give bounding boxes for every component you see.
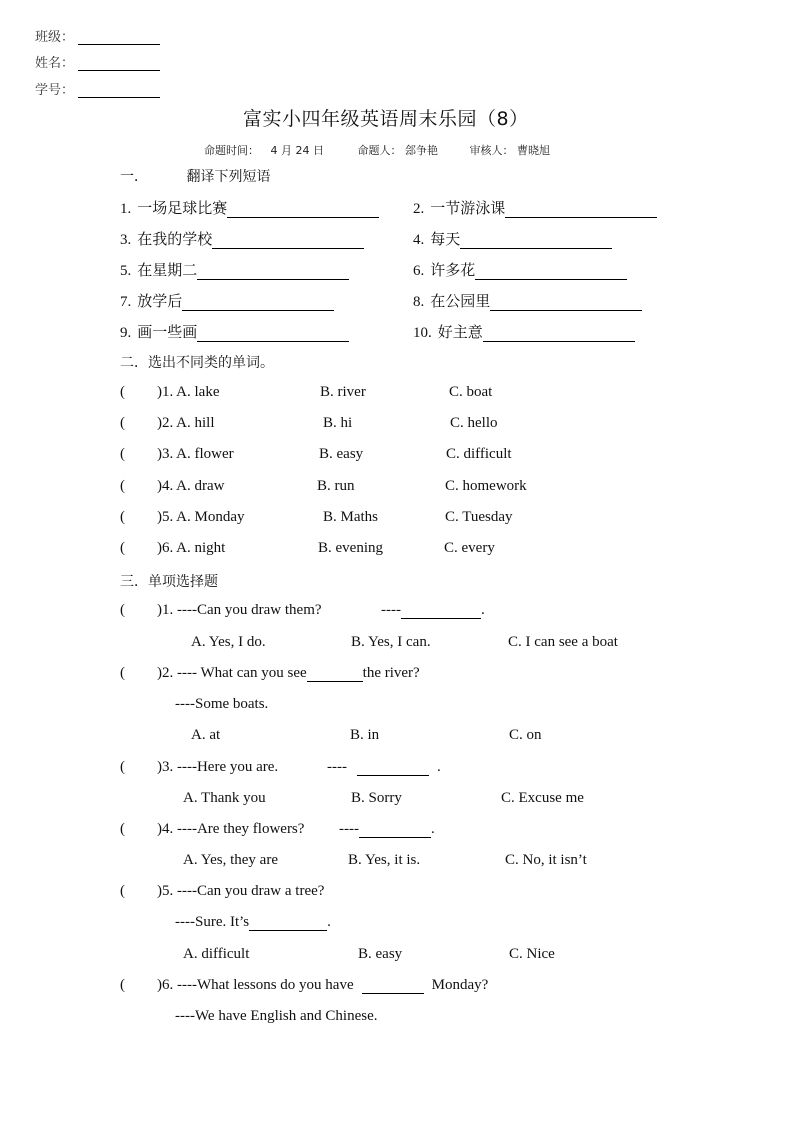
name-field[interactable] — [35, 52, 160, 71]
translate-item — [120, 259, 349, 280]
section1-heading — [120, 166, 270, 186]
item-number: 2. — [413, 201, 425, 217]
item-number: 6. — [413, 263, 425, 279]
section1-title: 翻译下列短语 — [186, 169, 271, 185]
option-b: B. easy — [358, 946, 403, 962]
answer-paren[interactable]: ( — [120, 759, 125, 775]
mc-reply-4 — [339, 821, 435, 838]
item-number: 10. — [413, 325, 432, 341]
translate-item — [120, 321, 349, 342]
section3-heading: 三．单项选择题 — [120, 574, 218, 590]
option-c: C. every — [444, 540, 495, 556]
answer-paren[interactable]: ( — [120, 977, 125, 993]
question-option-a: )5. A. Monday — [157, 509, 245, 525]
item-text: 在公园里 — [430, 292, 491, 310]
translate-item — [413, 321, 635, 342]
item-text: 一节游泳课 — [430, 199, 506, 217]
answer-blank[interactable] — [212, 234, 364, 249]
option-c: C. boat — [449, 384, 493, 400]
answer-blank[interactable] — [505, 203, 657, 218]
question-option-a: )3. A. flower — [157, 446, 234, 462]
student-id-label: 学号： — [35, 83, 75, 98]
option-c: C. on — [509, 727, 542, 743]
option-c: C. difficult — [446, 446, 512, 462]
item-number: 7. — [120, 294, 132, 310]
question-option-a: )2. A. hill — [157, 415, 215, 431]
mc-question-4: )4. ----Are they flowers? — [157, 821, 305, 837]
option-b: B. easy — [319, 446, 364, 462]
option-a: A. at — [191, 727, 221, 743]
student-id-input-line[interactable] — [78, 85, 160, 98]
option-b: B. Maths — [323, 509, 379, 525]
reply-end: . — [430, 821, 435, 837]
mc-question-1: )1. ----Can you draw them? — [157, 602, 322, 618]
answer-paren[interactable]: ( — [120, 446, 125, 462]
item-text: 在星期二 — [137, 261, 198, 279]
translate-item — [413, 259, 627, 280]
reply-end: . — [480, 602, 485, 618]
mc-reply-6: ----We have English and Chinese. — [175, 1008, 378, 1024]
item-text: 好主意 — [437, 323, 483, 341]
option-a: A. Yes, I do. — [191, 634, 266, 650]
answer-blank[interactable] — [197, 265, 349, 280]
page-title: 富实小四年级英语周末乐园（8） — [243, 108, 529, 130]
option-c: C. I can see a boat — [508, 634, 618, 650]
answer-blank[interactable] — [359, 823, 431, 838]
answer-paren[interactable]: ( — [120, 883, 125, 899]
question-text-after: Monday? — [431, 977, 489, 993]
reply-dashes: ---- — [327, 759, 347, 775]
answer-paren[interactable]: ( — [120, 540, 125, 556]
answer-paren[interactable]: ( — [120, 665, 125, 681]
answer-blank[interactable] — [249, 916, 327, 931]
question-option-a: )4. A. draw — [157, 478, 225, 494]
meta-line — [204, 142, 550, 158]
reviewer-label: 审核人： — [469, 144, 514, 157]
answer-blank[interactable] — [483, 327, 635, 342]
option-b: B. Yes, it is. — [348, 852, 421, 868]
answer-paren[interactable]: ( — [120, 384, 125, 400]
translate-item — [413, 228, 612, 249]
mc-question-2 — [157, 665, 420, 682]
option-c: C. homework — [445, 478, 527, 494]
mc-question-6 — [157, 977, 488, 994]
translate-item — [413, 197, 657, 218]
option-b: B. river — [320, 384, 366, 400]
question-text: )2. ---- What can you see — [157, 665, 307, 681]
option-c: C. No, it isn’t — [505, 852, 587, 868]
item-text: 放学后 — [137, 292, 183, 310]
item-text: 画一些画 — [137, 323, 198, 341]
section1-number: 一． — [120, 169, 148, 185]
answer-paren[interactable]: ( — [120, 821, 125, 837]
translate-item — [120, 290, 334, 311]
reply-end: . — [436, 759, 441, 775]
item-number: 5. — [120, 263, 132, 279]
time-value: 4 月 24 日 — [270, 144, 324, 157]
option-a: A. difficult — [183, 946, 250, 962]
item-number: 4. — [413, 232, 425, 248]
translate-item — [120, 228, 364, 249]
name-label: 姓名： — [35, 56, 75, 71]
author-value: 郐争艳 — [405, 144, 438, 157]
question-text: )6. ----What lessons do you have — [157, 977, 354, 993]
mc-reply-2: ----Some boats. — [175, 696, 269, 712]
question-option-a: )6. A. night — [157, 540, 226, 556]
answer-paren[interactable]: ( — [120, 415, 125, 431]
option-b: B. Sorry — [351, 790, 402, 806]
option-a: A. Yes, they are — [183, 852, 278, 868]
item-text: 许多花 — [430, 261, 476, 279]
mc-reply-1 — [381, 602, 485, 619]
option-c: C. Tuesday — [445, 509, 513, 525]
option-b: B. run — [317, 478, 355, 494]
reply-dashes: ---- — [381, 602, 401, 618]
reply-text: ----Sure. It’s — [175, 914, 250, 930]
answer-blank[interactable] — [227, 203, 379, 218]
option-c: C. hello — [450, 415, 498, 431]
answer-blank[interactable] — [475, 265, 627, 280]
item-text: 每天 — [430, 230, 461, 248]
question-text-after: the river? — [362, 665, 420, 681]
answer-blank[interactable] — [197, 327, 349, 342]
mc-reply-5 — [175, 914, 331, 931]
translate-item — [120, 197, 379, 218]
class-input-line[interactable] — [78, 32, 160, 45]
translate-item — [413, 290, 642, 311]
item-text: 在我的学校 — [137, 230, 213, 248]
answer-paren[interactable]: ( — [120, 509, 125, 525]
item-text: 一场足球比赛 — [137, 199, 228, 217]
option-c: C. Excuse me — [501, 790, 584, 806]
option-b: B. hi — [323, 415, 353, 431]
answer-paren[interactable]: ( — [120, 602, 125, 618]
option-a: A. Thank you — [183, 790, 266, 806]
answer-blank[interactable] — [182, 296, 334, 311]
section2-heading: 二．选出不同类的单词。 — [120, 355, 274, 371]
student-id-field[interactable] — [35, 79, 160, 98]
answer-blank[interactable] — [362, 979, 424, 994]
reviewer-value: 曹晓旭 — [517, 144, 550, 157]
class-field[interactable] — [35, 26, 160, 45]
name-input-line[interactable] — [78, 58, 160, 71]
class-label: 班级： — [35, 30, 75, 45]
option-b: B. in — [350, 727, 380, 743]
answer-blank[interactable] — [307, 667, 363, 682]
question-option-a: )1. A. lake — [157, 384, 220, 400]
answer-blank[interactable] — [357, 761, 429, 776]
item-number: 3. — [120, 232, 132, 248]
answer-blank[interactable] — [490, 296, 642, 311]
item-number: 9. — [120, 325, 132, 341]
option-c: C. Nice — [509, 946, 555, 962]
answer-paren[interactable]: ( — [120, 478, 125, 494]
reply-dashes: ---- — [339, 821, 359, 837]
mc-question-5: )5. ----Can you draw a tree? — [157, 883, 325, 899]
item-number: 8. — [413, 294, 425, 310]
item-number: 1. — [120, 201, 132, 217]
answer-blank[interactable] — [460, 234, 612, 249]
answer-blank[interactable] — [401, 604, 481, 619]
time-label: 命题时间： — [204, 144, 259, 157]
mc-question-3: )3. ----Here you are. — [157, 759, 279, 775]
option-b: B. evening — [318, 540, 383, 556]
mc-reply-3 — [327, 759, 441, 776]
reply-end: . — [327, 914, 331, 930]
option-b: B. Yes, I can. — [351, 634, 431, 650]
author-label: 命题人： — [357, 144, 402, 157]
